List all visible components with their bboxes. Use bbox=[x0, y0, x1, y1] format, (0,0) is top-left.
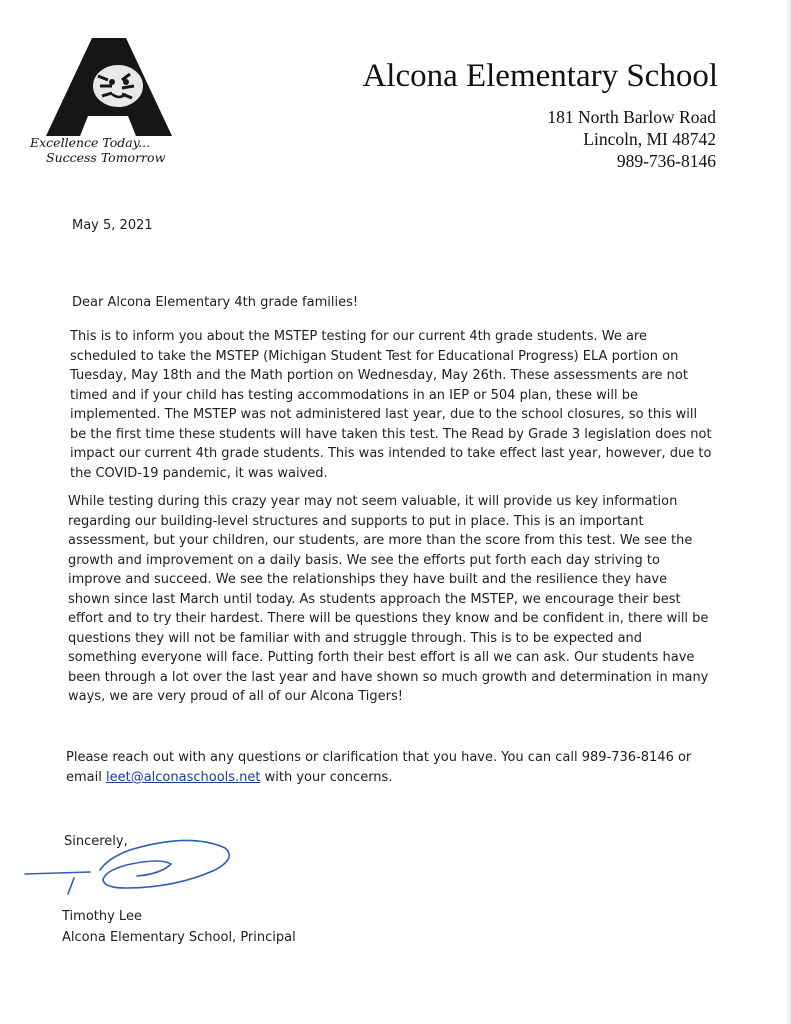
school-name: Alcona Elementary School bbox=[362, 58, 718, 94]
email-link[interactable]: leet@alconaschools.net bbox=[105, 769, 261, 785]
contact-text: Please reach out with any questions or clarification that you have. You can call 989-736-8146 or email bbox=[66, 750, 692, 785]
signer-title: Alcona Elementary School, Principal bbox=[62, 930, 296, 945]
tiger-a-logo-icon bbox=[40, 36, 180, 138]
motto-line-1: Excellence Today... bbox=[30, 135, 151, 150]
school-address bbox=[420, 106, 716, 172]
page-edge-shadow bbox=[785, 0, 791, 1024]
contact-text-end: with your concerns. bbox=[260, 769, 393, 785]
school-motto bbox=[30, 135, 190, 165]
signature-icon bbox=[20, 830, 240, 900]
school-phone: 989-736-8146 bbox=[616, 151, 716, 171]
motto-line-2: Success Tomorrow bbox=[46, 150, 166, 165]
salutation: Dear Alcona Elementary 4th grade families! bbox=[72, 295, 359, 310]
paragraph-testing-info: This is to inform you about the MSTEP testing for our current 4th grade students. We are scheduled to take the MSTEP (Michigan Student Test for Educational Progress) ELA portion on Tuesday, May 18th and the Math portion on Wednesday, May 26th. These assessments are not timed and if your child has testing accommodations in an IEP or 504 plan, these will be implemented. The MSTEP was not administered last year, due to the school closures, so this will be the first time these students will have taken this test. The Read by Grade 3 legislation does not impact our current 4th grade students. This was intended to take effect last year, however, due to the COVID-19 pandemic, it was waived. bbox=[70, 329, 712, 481]
address-city: Lincoln, MI 48742 bbox=[583, 129, 716, 149]
letter-date: May 5, 2021 bbox=[72, 218, 153, 233]
address-street: 181 North Barlow Road bbox=[547, 107, 716, 127]
paragraph-encouragement: While testing during this crazy year may not seem valuable, it will provide us key information regarding our building-level structures and supports to put in place. This is an important assessment, but your children, our students, are more than the score from this test. We see the growth and improvement on a daily basis. We see the efforts put forth each day striving to improve and succeed. We see the relationships they have built and the resilience they have shown since last March until today. As students approach the MSTEP, we encourage their best effort and to try their hardest. There will be questions they know and be confident in, there will be questions they will not be familiar with and struggle through. This is to be expected and something everyone will face. Putting forth their best effort is all we can ask. Our students have been through a lot over the last year and have shown so much growth and determination in many ways, we are very proud of all of our Alcona Tigers! bbox=[68, 494, 709, 704]
signer-name: Timothy Lee bbox=[62, 909, 142, 924]
closing: Sincerely, bbox=[64, 834, 128, 849]
signer-block bbox=[62, 906, 296, 948]
paragraph-contact bbox=[66, 748, 711, 787]
